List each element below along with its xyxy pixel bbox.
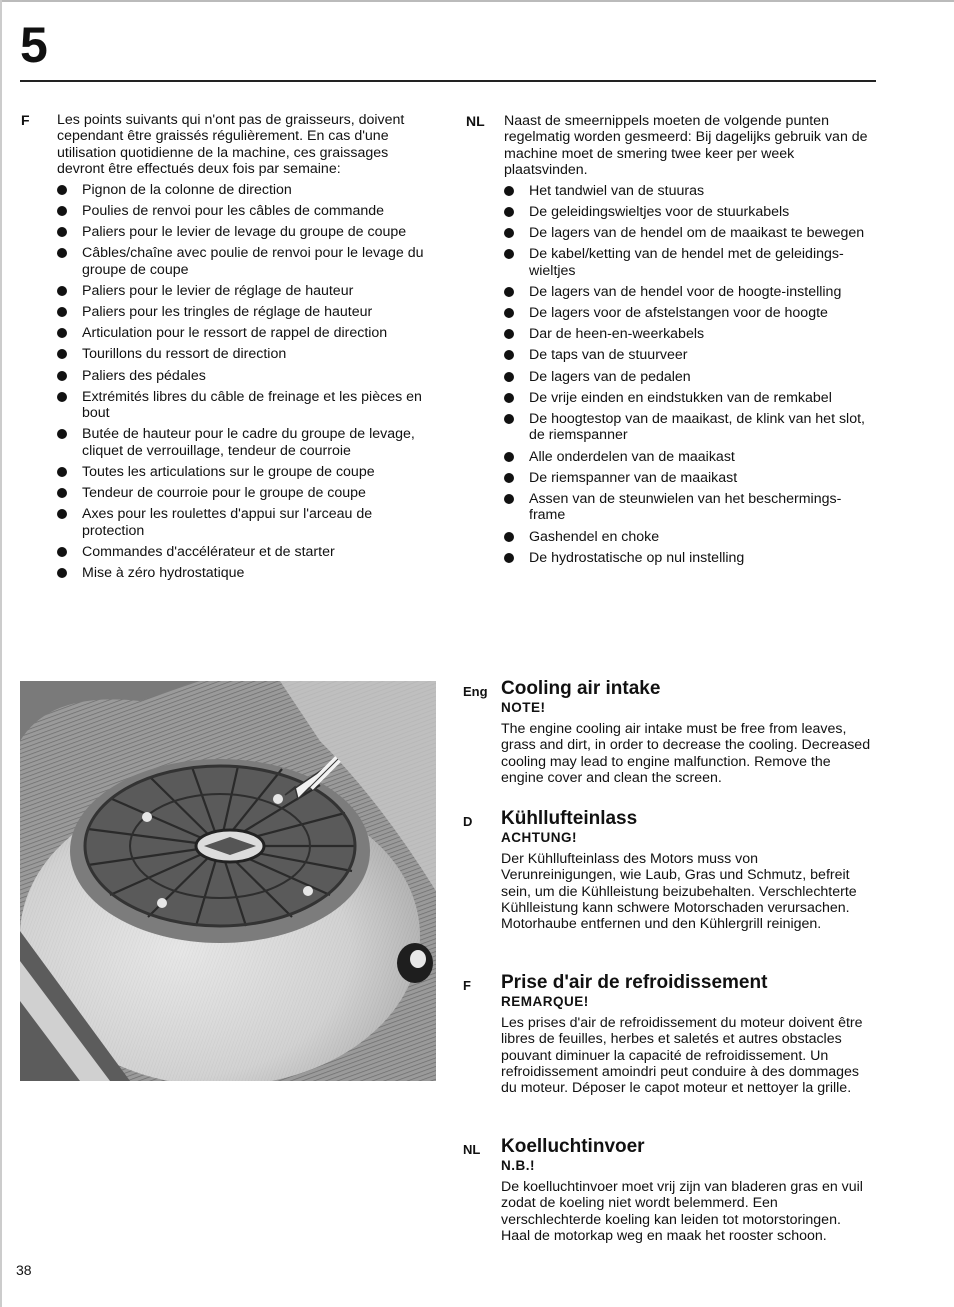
dutch-intro: Naast de smeernippels moeten de volgende punten regelmatig worden gesmeerd: Bij dagelijks gebruik van de machine moet de smering twee keer per week plaatsvinden. [504,113,868,179]
section-lang-code: Eng [463,684,488,699]
left-border [0,0,2,1307]
list-item: De lagers van de hendel voor de hoogte-instelling [504,284,872,300]
list-item: Paliers pour les tringles de réglage de hauteur [57,304,429,320]
section-title: Cooling air intake [501,678,661,699]
dutch-grease-list [504,183,872,567]
list-item: Extrémités libres du câble de freinage et les pièces en bout [57,389,429,422]
section-text: The engine cooling air intake must be free from leaves, grass and dirt, in order to decrease the cooling. Decreased cooling may lead to engine malfunction. Remove the engine cover and clean the screen. [501,721,871,786]
page-number: 38 [16,1262,32,1278]
section-text: Der Kühllufteinlass des Motors muss von Verunreinigungen, wie Laub, Gras und Schmutz, befreit sein, um die Kühlleistung beizubehalten. Verschlechterte Kühlleistung kann schwere Motorschaden verursachen. Motorhaube entfernen und den Kühlergrill reinigen. [501,851,857,933]
section-text: Les prises d'air de refroidissement du moteur doivent être libres de feuilles, herbes et saletés et autres obstacles pouvant diminuer la capacité de refroidissement. Un refroidissement amoindri peut conduire à des dommages du moteur. Déposer le capot moteur et nettoyer la grille. [501,1015,863,1097]
french-maintenance-column [57,112,429,587]
list-item: De geleidingswieltjes voor de stuurkabels [504,204,872,220]
section-body [501,678,871,786]
list-item: Paliers des pédales [57,368,429,384]
list-item: De hydrostatische op nul instelling [504,550,872,566]
list-item: Dar de heen-en-weerkabels [504,326,872,342]
list-item: Butée de hauteur pour le cadre du groupe de levage, cliquet de verrouillage, tendeur de courroie [57,426,429,459]
list-item: Axes pour les roulettes d'appui sur l'arceau de protection [57,506,429,539]
section-body [501,972,871,1096]
section-lang-code: D [463,814,473,829]
list-item: Articulation pour le ressort de rappel de direction [57,325,429,341]
list-item: Assen van de steunwielen van het beschermings-frame [504,491,872,524]
list-item: De lagers van de pedalen [504,369,872,385]
list-item: Het tandwiel van de stuuras [504,183,872,199]
top-border [0,0,954,2]
section-title: Kühllufteinlass [501,808,638,829]
list-item: Toutes les articulations sur le groupe de coupe [57,464,429,480]
section-title: Prise d'air de refroidissement [501,972,768,993]
engine-illustration [20,681,436,1081]
list-item: De taps van de stuurveer [504,347,872,363]
list-item: Commandes d'accélérateur et de starter [57,544,429,560]
list-item: Paliers pour le levier de réglage de hauteur [57,283,429,299]
section-lang-code: NL [463,1142,481,1157]
section-german [463,808,883,958]
list-item: Poulies de renvoi pour les câbles de commande [57,203,429,219]
section-body [501,1136,871,1244]
list-item: De lagers van de hendel om de maaikast te bewegen [504,225,872,241]
list-item: Pignon de la colonne de direction [57,182,429,198]
section-english [463,678,883,798]
section-note: ACHTUNG! [501,830,577,845]
french-grease-list [57,182,429,582]
french-intro: Les points suivants qui n'ont pas de graisseurs, doivent cependant être graissés régulièrement. En cas d'une utilisation quotidienne de la machine, ces graissages devront être effectués deux fois par semaine: [57,112,405,178]
section-dutch [463,1136,883,1256]
list-item: Paliers pour le levier de levage du groupe de coupe [57,224,429,240]
list-item: De lagers voor de afstelstangen voor de hoogte [504,305,872,321]
list-item: Tendeur de courroie pour le groupe de coupe [57,485,429,501]
dutch-lang-code: NL [466,113,485,129]
section-note: REMARQUE! [501,994,589,1009]
list-item: De kabel/ketting van de hendel met de geleidings-wieltjes [504,246,872,279]
section-note: NOTE! [501,700,546,715]
list-item: De vrije einden en eindstukken van de remkabel [504,390,872,406]
section-note: N.B.! [501,1158,535,1173]
header-rule [20,80,876,82]
list-item: Mise à zéro hydrostatique [57,565,429,581]
french-lang-code: F [21,112,30,128]
list-item: Câbles/chaîne avec poulie de renvoi pour le levage du groupe de coupe [57,245,429,278]
list-item: Gashendel en choke [504,529,872,545]
list-item: Alle onderdelen van de maaikast [504,449,872,465]
list-item: De riemspanner van de maaikast [504,470,872,486]
section-title: Koelluchtinvoer [501,1136,645,1157]
list-item: Tourillons du ressort de direction [57,346,429,362]
section-text: De koelluchtinvoer moet vrij zijn van bladeren gras en vuil zodat de koeling niet wordt belemmerd. Een verschlechterde koeling kan leiden tot motorstoringen. Haal de motorkap weg en maak het rooster schoon. [501,1179,863,1244]
section-french [463,972,883,1122]
list-item: De hoogtestop van de maaikast, de klink van het slot, de riemspanner [504,411,872,444]
engine-air-intake-photo [20,681,436,1081]
section-body [501,808,871,932]
chapter-number: 5 [20,17,48,73]
section-lang-code: F [463,978,471,993]
dutch-maintenance-column [504,113,872,571]
